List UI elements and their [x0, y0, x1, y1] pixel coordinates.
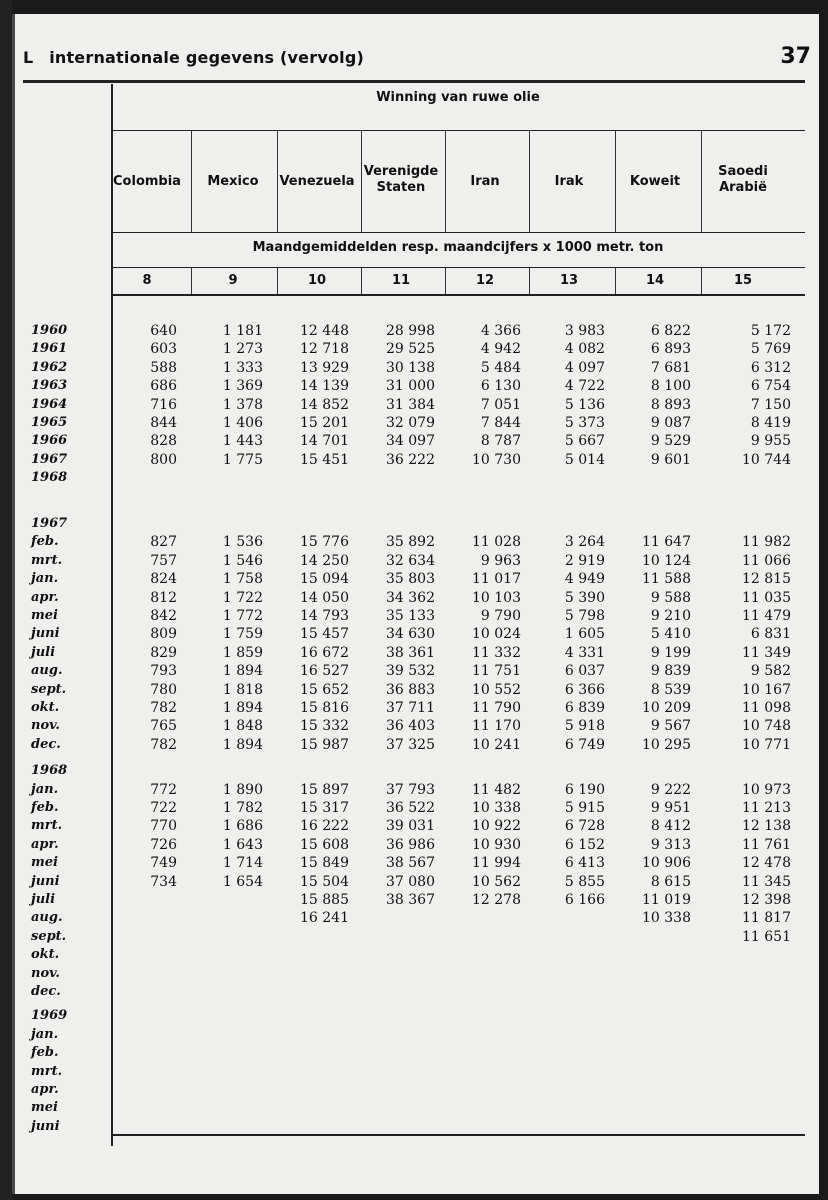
table-cell: 4 949 — [564, 571, 605, 588]
table-cell: 4 331 — [564, 644, 605, 661]
row-label-month: jan. — [31, 781, 59, 797]
row-label-month: apr. — [31, 589, 59, 605]
row-label-month: feb. — [31, 800, 59, 815]
row-label-month: okt. — [31, 700, 60, 715]
row-label-month: jan. — [31, 1026, 59, 1042]
table-cell: 10 124 — [642, 552, 691, 569]
table-cell: 36 522 — [386, 800, 435, 816]
table-cell: 1 369 — [222, 378, 263, 395]
table-cell: 5 484 — [480, 359, 521, 376]
table-cell: 14 852 — [300, 396, 349, 413]
table-cell: 36 883 — [386, 681, 435, 698]
table-cell: 32 079 — [386, 415, 435, 431]
table-cell: 14 139 — [300, 378, 349, 395]
column-number: 12 — [475, 273, 495, 288]
table-cell: 5 373 — [564, 415, 605, 431]
table-cell: 6 413 — [564, 855, 605, 872]
table-cell: 749 — [150, 855, 177, 872]
row-label-month: 1968 — [31, 763, 68, 779]
table-cell: 15 987 — [300, 736, 349, 753]
table-bottom-rule — [111, 1134, 805, 1136]
table-cell: 829 — [150, 644, 177, 661]
table-cell: 15 897 — [300, 781, 349, 798]
table-cell: 1 890 — [222, 781, 263, 798]
row-label-month: apr. — [31, 1082, 59, 1097]
table-cell: 6 312 — [750, 359, 791, 376]
table-cell: 4 722 — [564, 378, 605, 395]
row-label-month: mrt. — [31, 1063, 63, 1079]
table-cell: 5 769 — [750, 341, 791, 358]
table-cell: 9 951 — [650, 800, 691, 816]
table-cell: 15 201 — [300, 415, 349, 431]
table-cell: 10 748 — [742, 718, 791, 735]
table-cell: 1 643 — [222, 836, 263, 853]
table-cell: 14 793 — [300, 608, 349, 624]
row-label-month: juli — [31, 892, 56, 907]
table-cell: 1 782 — [222, 800, 263, 816]
table-cell: 11 035 — [742, 589, 791, 606]
table-cell: 10 744 — [742, 451, 791, 468]
table-cell: 6 037 — [564, 663, 605, 680]
table-cell: 15 451 — [300, 451, 349, 468]
table-cell: 1 759 — [222, 626, 263, 643]
table-cell: 9 839 — [650, 663, 691, 680]
table-cell: 15 094 — [300, 571, 349, 588]
table-cell: 37 793 — [386, 781, 435, 798]
table-cell: 10 562 — [472, 873, 521, 890]
page-number: 37 — [780, 44, 811, 69]
table-cell: 772 — [150, 781, 177, 798]
row-label-year: 1966 — [31, 433, 68, 449]
table-cell: 10 338 — [642, 910, 691, 927]
table-cell: 14 701 — [300, 433, 349, 450]
table-cell: 11 790 — [472, 700, 521, 716]
table-cell: 28 998 — [386, 323, 435, 339]
row-label-month: mei — [31, 608, 58, 623]
column-header: Verenigde Staten — [363, 164, 439, 195]
page-title — [23, 48, 364, 67]
table-cell: 2 919 — [564, 552, 605, 569]
table-cell: 588 — [150, 359, 177, 376]
row-label-month: mrt. — [31, 552, 63, 568]
table-cell: 34 362 — [386, 589, 435, 606]
table-cell: 34 097 — [386, 433, 435, 450]
table-cell: 6 166 — [564, 892, 605, 908]
table-cell: 9 955 — [750, 433, 791, 450]
table-cell: 11 349 — [742, 644, 791, 661]
table-cell: 11 651 — [742, 928, 791, 945]
table-cell: 7 051 — [480, 396, 521, 413]
table-cell: 1 772 — [222, 608, 263, 624]
table-cell: 36 986 — [386, 836, 435, 853]
table-cell: 5 855 — [564, 873, 605, 890]
table-cell: 6 822 — [650, 323, 691, 339]
table-cell: 11 098 — [742, 700, 791, 716]
row-label-year: 1968 — [31, 470, 68, 486]
table-cell: 6 152 — [564, 836, 605, 853]
table-cell: 11 588 — [642, 571, 691, 588]
table-cell: 1 894 — [222, 736, 263, 753]
column-number: 11 — [391, 273, 411, 288]
table-cell: 14 250 — [300, 552, 349, 569]
table-cell: 10 973 — [742, 781, 791, 798]
table-cell: 6 831 — [750, 626, 791, 643]
table-cell: 1 605 — [564, 626, 605, 643]
column-header: Irak — [554, 174, 584, 189]
table-cell: 5 918 — [564, 718, 605, 735]
table-cell: 16 222 — [300, 818, 349, 835]
table-cell: 1 758 — [222, 571, 263, 588]
row-label-month: jan. — [31, 571, 59, 587]
table-cell: 9 087 — [650, 415, 691, 431]
column-header: Iran — [470, 174, 500, 189]
table-cell: 5 915 — [564, 800, 605, 816]
column-header: Mexico — [207, 174, 259, 189]
table-cell: 8 539 — [650, 681, 691, 698]
table-cell: 1 894 — [222, 700, 263, 716]
table-cell: 38 567 — [386, 855, 435, 872]
table-cell: 12 398 — [742, 892, 791, 908]
title-text: internationale gegevens (vervolg) — [49, 48, 364, 67]
row-label-month: okt. — [31, 947, 60, 963]
table-cell: 5 390 — [564, 589, 605, 606]
table-cell: 34 630 — [386, 626, 435, 643]
table-cell: 5 172 — [750, 323, 791, 339]
table-cell: 782 — [150, 736, 177, 753]
row-label-month: feb. — [31, 534, 59, 550]
table-cell: 1 894 — [222, 663, 263, 680]
table-cell: 1 273 — [222, 341, 263, 358]
row-label-month: feb. — [31, 1045, 59, 1061]
row-label-year: 1964 — [31, 396, 68, 412]
table-cell: 9 210 — [650, 608, 691, 624]
table-cell: 9 222 — [650, 781, 691, 798]
row-label-month: juni — [31, 873, 60, 889]
table-cell: 1 333 — [222, 359, 263, 376]
table-cell: 8 787 — [480, 433, 521, 450]
column-header: Venezuela — [279, 174, 355, 189]
table-cell: 1 406 — [222, 415, 263, 431]
table-cell: 10 209 — [642, 700, 691, 716]
column-header: Colombia — [113, 174, 181, 189]
title-prefix: L — [23, 48, 34, 67]
table-cell: 8 419 — [750, 415, 791, 431]
table-cell: 35 133 — [386, 608, 435, 624]
row-label-year: 1960 — [31, 323, 68, 338]
table-cell: 4 942 — [480, 341, 521, 358]
table-cell: 1 546 — [222, 552, 263, 569]
table-cell: 6 190 — [564, 781, 605, 798]
table-cell: 1 722 — [222, 589, 263, 606]
table-cell: 12 278 — [472, 892, 521, 908]
table-cell: 10 167 — [742, 681, 791, 698]
table-cell: 7 844 — [480, 415, 521, 431]
table-cell: 757 — [150, 552, 177, 569]
row-label-month: 1969 — [31, 1008, 68, 1024]
table-cell: 11 028 — [472, 534, 521, 551]
table-cell: 827 — [150, 534, 177, 551]
table-cell: 824 — [150, 571, 177, 588]
row-label-month: nov. — [31, 718, 60, 734]
table-cell: 11 170 — [472, 718, 521, 735]
table-cell: 15 849 — [300, 855, 349, 872]
row-label-year: 1961 — [31, 341, 68, 357]
row-label-month: dec. — [31, 984, 61, 999]
table-cell: 11 751 — [472, 663, 521, 680]
table-cell: 31 000 — [386, 378, 435, 395]
row-label-month: sept. — [31, 681, 67, 697]
table-cell: 6 728 — [564, 818, 605, 835]
column-number: 15 — [733, 273, 753, 288]
table-cell: 770 — [150, 818, 177, 835]
table-cell: 6 749 — [564, 736, 605, 753]
table-cell: 10 241 — [472, 736, 521, 753]
table-cell: 38 361 — [386, 644, 435, 661]
table-cell: 11 817 — [742, 910, 791, 927]
table-cell: 11 017 — [472, 571, 521, 588]
row-label-month: juni — [31, 626, 60, 642]
row-label-month: nov. — [31, 965, 60, 981]
table-cell: 15 816 — [300, 700, 349, 716]
table-cell: 10 024 — [472, 626, 521, 643]
table-cell: 842 — [150, 608, 177, 624]
scan-left-edge — [0, 0, 12, 1200]
table-cell: 12 448 — [300, 323, 349, 339]
table-cell: 3 983 — [564, 323, 605, 339]
table-cell: 15 332 — [300, 718, 349, 735]
table-cell: 9 582 — [750, 663, 791, 680]
table-cell: 1 714 — [222, 855, 263, 872]
table-cell: 4 097 — [564, 359, 605, 376]
table-cell: 1 181 — [222, 323, 263, 339]
table-cell: 10 103 — [472, 589, 521, 606]
table-cell: 9 199 — [650, 644, 691, 661]
table-cell: 686 — [150, 378, 177, 395]
row-label-year: 1962 — [31, 359, 68, 375]
table-cell: 10 730 — [472, 451, 521, 468]
table-cell: 734 — [150, 873, 177, 890]
table-cell: 35 892 — [386, 534, 435, 551]
column-number: 10 — [307, 273, 327, 288]
table-cell: 32 634 — [386, 552, 435, 569]
row-label-month: apr. — [31, 836, 59, 852]
table-cell: 10 930 — [472, 836, 521, 853]
row-label-year: 1965 — [31, 415, 68, 430]
table-cell: 6 893 — [650, 341, 691, 358]
table-cell: 603 — [150, 341, 177, 358]
table-cell: 640 — [150, 323, 177, 339]
table-cell: 10 295 — [642, 736, 691, 753]
table-cell: 722 — [150, 800, 177, 816]
table-cell: 39 031 — [386, 818, 435, 835]
table-cell: 15 608 — [300, 836, 349, 853]
table-cell: 6 754 — [750, 378, 791, 395]
table-cell: 16 672 — [300, 644, 349, 661]
document-page — [12, 14, 819, 1194]
table-cell: 1 536 — [222, 534, 263, 551]
table-cell: 8 893 — [650, 396, 691, 413]
table-cell: 10 922 — [472, 818, 521, 835]
table-cell: 6 130 — [480, 378, 521, 395]
table-cell: 12 478 — [742, 855, 791, 872]
row-label-month: 1967 — [31, 516, 68, 531]
row-label-month: sept. — [31, 928, 67, 944]
table-cell: 31 384 — [386, 396, 435, 413]
table-cell: 36 403 — [386, 718, 435, 735]
table-cell: 11 982 — [742, 534, 791, 551]
column-number: 9 — [228, 273, 238, 288]
table-cell: 1 654 — [222, 873, 263, 890]
table-cell: 29 525 — [386, 341, 435, 358]
table-cell: 37 325 — [386, 736, 435, 753]
table-cell: 1 859 — [222, 644, 263, 661]
column-number: 8 — [142, 273, 152, 288]
table-banner-units: Maandgemiddelden resp. maandcijfers x 1000 metr. ton — [252, 240, 664, 255]
table-cell: 11 345 — [742, 873, 791, 890]
table-cell: 9 567 — [650, 718, 691, 735]
table-cell: 10 552 — [472, 681, 521, 698]
table-cell: 15 652 — [300, 681, 349, 698]
table-cell: 9 601 — [650, 451, 691, 468]
row-label-month: mei — [31, 1100, 58, 1116]
row-label-month: juli — [31, 644, 56, 660]
table-cell: 716 — [150, 396, 177, 413]
colnum-rule — [111, 294, 805, 296]
table-cell: 11 994 — [472, 855, 521, 872]
table-cell: 30 138 — [386, 359, 435, 376]
table-cell: 37 080 — [386, 873, 435, 890]
row-label-year: 1963 — [31, 378, 68, 394]
table-cell: 4 082 — [564, 341, 605, 358]
table-cell: 1 775 — [222, 451, 263, 468]
table-cell: 12 718 — [300, 341, 349, 358]
table-cell: 9 313 — [650, 836, 691, 853]
table-cell: 5 798 — [564, 608, 605, 624]
column-header: Koweit — [629, 174, 681, 189]
table-cell: 6 366 — [564, 681, 605, 698]
subhead-rule-1 — [111, 232, 805, 233]
table-cell: 1 443 — [222, 433, 263, 450]
table-cell: 16 527 — [300, 663, 349, 680]
row-label-month: juni — [31, 1118, 60, 1134]
table-cell: 12 815 — [742, 571, 791, 588]
table-cell: 35 803 — [386, 571, 435, 588]
table-cell: 780 — [150, 681, 177, 698]
table-cell: 14 050 — [300, 589, 349, 606]
table-cell: 38 367 — [386, 892, 435, 908]
table-cell: 13 929 — [300, 359, 349, 376]
table-cell: 10 338 — [472, 800, 521, 816]
table-cell: 8 615 — [650, 873, 691, 890]
column-header: Saoedi Arabië — [718, 164, 768, 195]
table-cell: 12 138 — [742, 818, 791, 835]
table-cell: 5 014 — [564, 451, 605, 468]
table-cell: 5 410 — [650, 626, 691, 643]
table-cell: 5 136 — [564, 396, 605, 413]
table-cell: 812 — [150, 589, 177, 606]
table-cell: 10 906 — [642, 855, 691, 872]
header-rule — [23, 80, 805, 83]
table-cell: 8 412 — [650, 818, 691, 835]
table-cell: 9 588 — [650, 589, 691, 606]
table-cell: 11 066 — [742, 552, 791, 569]
table-cell: 16 241 — [300, 910, 349, 927]
table-cell: 15 776 — [300, 534, 349, 551]
row-label-month: dec. — [31, 736, 61, 752]
row-label-month: aug. — [31, 663, 63, 679]
table-cell: 844 — [150, 415, 177, 431]
table-cell: 9 529 — [650, 433, 691, 450]
table-cell: 1 848 — [222, 718, 263, 735]
row-label-month: mrt. — [31, 818, 63, 834]
table-cell: 11 761 — [742, 836, 791, 853]
table-cell: 11 019 — [642, 892, 691, 908]
table-cell: 7 681 — [650, 359, 691, 376]
table-cell: 15 317 — [300, 800, 349, 816]
row-label-month: mei — [31, 855, 58, 871]
table-cell: 828 — [150, 433, 177, 450]
table-cell: 726 — [150, 836, 177, 853]
row-label-month: aug. — [31, 910, 63, 926]
table-cell: 7 150 — [750, 396, 791, 413]
row-label-year: 1967 — [31, 451, 68, 467]
table-cell: 793 — [150, 663, 177, 680]
table-cell: 809 — [150, 626, 177, 643]
table-cell: 6 839 — [564, 700, 605, 716]
table-cell: 39 532 — [386, 663, 435, 680]
table-cell: 9 963 — [480, 552, 521, 569]
table-cell: 9 790 — [480, 608, 521, 624]
column-number: 13 — [559, 273, 579, 288]
column-number: 14 — [645, 273, 665, 288]
table-cell: 36 222 — [386, 451, 435, 468]
table-cell: 1 818 — [222, 681, 263, 698]
table-cell: 11 647 — [642, 534, 691, 551]
table-cell: 10 771 — [742, 736, 791, 753]
table-cell: 1 378 — [222, 396, 263, 413]
table-cell: 15 457 — [300, 626, 349, 643]
table-cell: 11 332 — [472, 644, 521, 661]
table-cell: 782 — [150, 700, 177, 716]
table-cell: 11 479 — [742, 608, 791, 624]
table-cell: 15 885 — [300, 892, 349, 908]
table-cell: 3 264 — [564, 534, 605, 551]
table-cell: 4 366 — [480, 323, 521, 339]
table-cell: 37 711 — [386, 700, 435, 716]
table-cell: 8 100 — [650, 378, 691, 395]
table-cell: 5 667 — [564, 433, 605, 450]
table-cell: 15 504 — [300, 873, 349, 890]
table-banner-title: Winning van ruwe olie — [376, 90, 540, 105]
table-cell: 11 482 — [472, 781, 521, 798]
table-cell: 1 686 — [222, 818, 263, 835]
table-cell: 800 — [150, 451, 177, 468]
table-cell: 11 213 — [742, 800, 791, 816]
table-cell: 765 — [150, 718, 177, 735]
